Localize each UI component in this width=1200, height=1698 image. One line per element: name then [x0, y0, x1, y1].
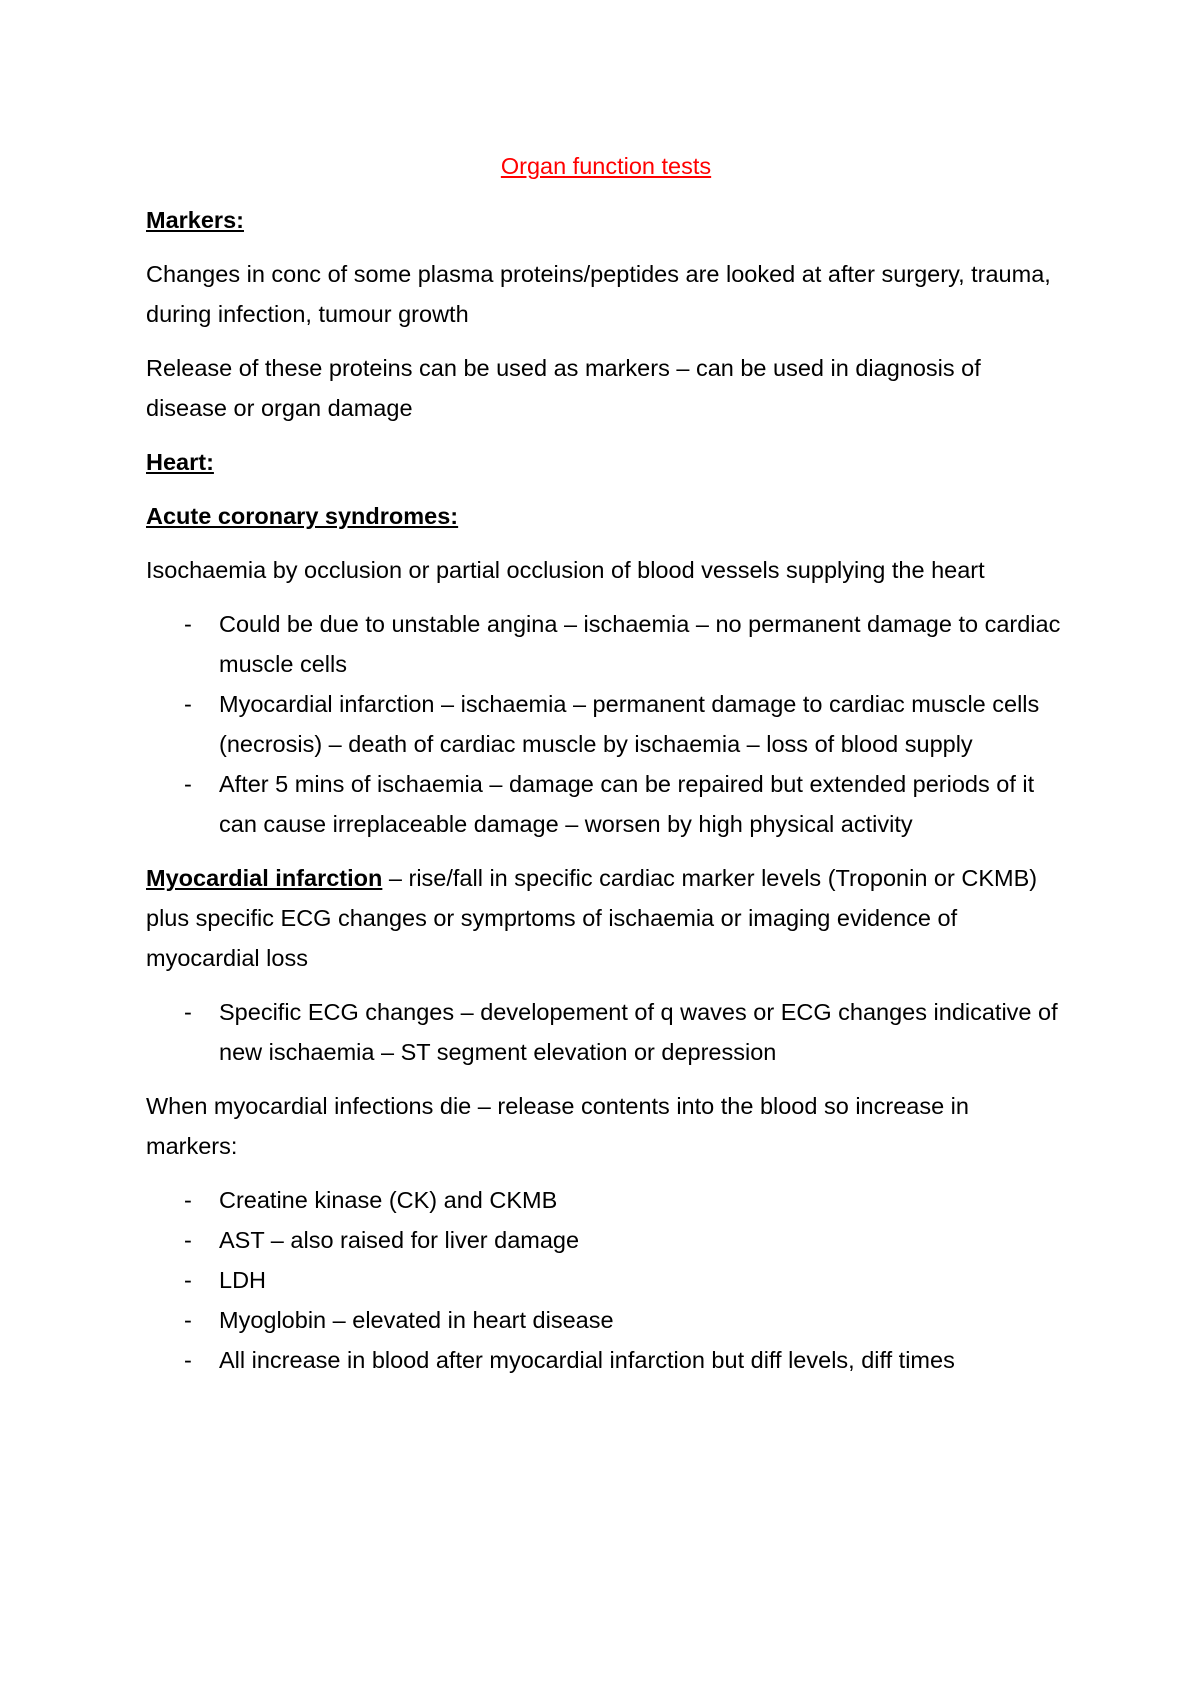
- dash-bullet: -: [184, 1267, 192, 1293]
- list-item: [146, 1220, 1066, 1260]
- dash-bullet: -: [184, 1187, 192, 1213]
- heart-heading: Heart:: [146, 449, 214, 475]
- dash-bullet: -: [184, 611, 192, 637]
- list-item: [146, 1340, 1066, 1380]
- list-item: [146, 1260, 1066, 1300]
- list-item-text: LDH: [219, 1267, 267, 1293]
- document-body: [146, 146, 1066, 1394]
- list-item-text: Myocardial infarction – ischaemia – permanent damage to cardiac muscle cells (necrosis) – death of cardiac muscle by ischaemia – loss of blood supply: [219, 691, 1040, 757]
- acs-paragraph: Isochaemia by occlusion or partial occlusion of blood vessels supplying the heart: [146, 557, 985, 583]
- dash-bullet: -: [184, 1227, 192, 1253]
- list-item: [146, 604, 1066, 684]
- mi-list: [146, 992, 1066, 1072]
- list-item: [146, 1180, 1066, 1220]
- release-paragraph: When myocardial infections die – release contents into the blood so increase in markers:: [146, 1093, 969, 1159]
- list-item-text: Creatine kinase (CK) and CKMB: [219, 1187, 558, 1213]
- markers-heading: Markers:: [146, 207, 244, 233]
- mi-text: – rise/fall in specific cardiac marker levels (Troponin or CKMB) plus specific ECG changes or symprtoms of ischaemia or imaging evidence of myocardial loss: [146, 865, 1038, 971]
- dash-bullet: -: [184, 1307, 192, 1333]
- list-item: [146, 992, 1066, 1072]
- list-item: [146, 684, 1066, 764]
- acs-heading: Acute coronary syndromes:: [146, 503, 459, 529]
- list-item: [146, 764, 1066, 844]
- markers-paragraph-1: Changes in conc of some plasma proteins/peptides are looked at after surgery, trauma, during infection, tumour growth: [146, 261, 1051, 327]
- dash-bullet: -: [184, 691, 192, 717]
- list-item-text: Myoglobin – elevated in heart disease: [219, 1307, 614, 1333]
- dash-bullet: -: [184, 771, 192, 797]
- list-item-text: Specific ECG changes – developement of q waves or ECG changes indicative of new ischaemia – ST segment elevation or depression: [219, 999, 1058, 1065]
- list-item-text: All increase in blood after myocardial infarction but diff levels, diff times: [219, 1347, 955, 1373]
- acs-list: [146, 604, 1066, 844]
- cardiac-markers-list: [146, 1180, 1066, 1380]
- mi-paragraph: [146, 858, 1066, 978]
- dash-bullet: -: [184, 999, 192, 1025]
- mi-heading: Myocardial infarction: [146, 865, 383, 891]
- markers-paragraph-2: Release of these proteins can be used as markers – can be used in diagnosis of disease or organ damage: [146, 355, 981, 421]
- list-item-text: Could be due to unstable angina – ischaemia – no permanent damage to cardiac muscle cells: [219, 611, 1061, 677]
- document-title: Organ function tests: [500, 153, 712, 179]
- list-item-text: AST – also raised for liver damage: [219, 1227, 580, 1253]
- dash-bullet: -: [184, 1347, 192, 1373]
- list-item-text: After 5 mins of ischaemia – damage can be repaired but extended periods of it can cause irreplaceable damage – worsen by high physical activity: [219, 771, 1035, 837]
- list-item: [146, 1300, 1066, 1340]
